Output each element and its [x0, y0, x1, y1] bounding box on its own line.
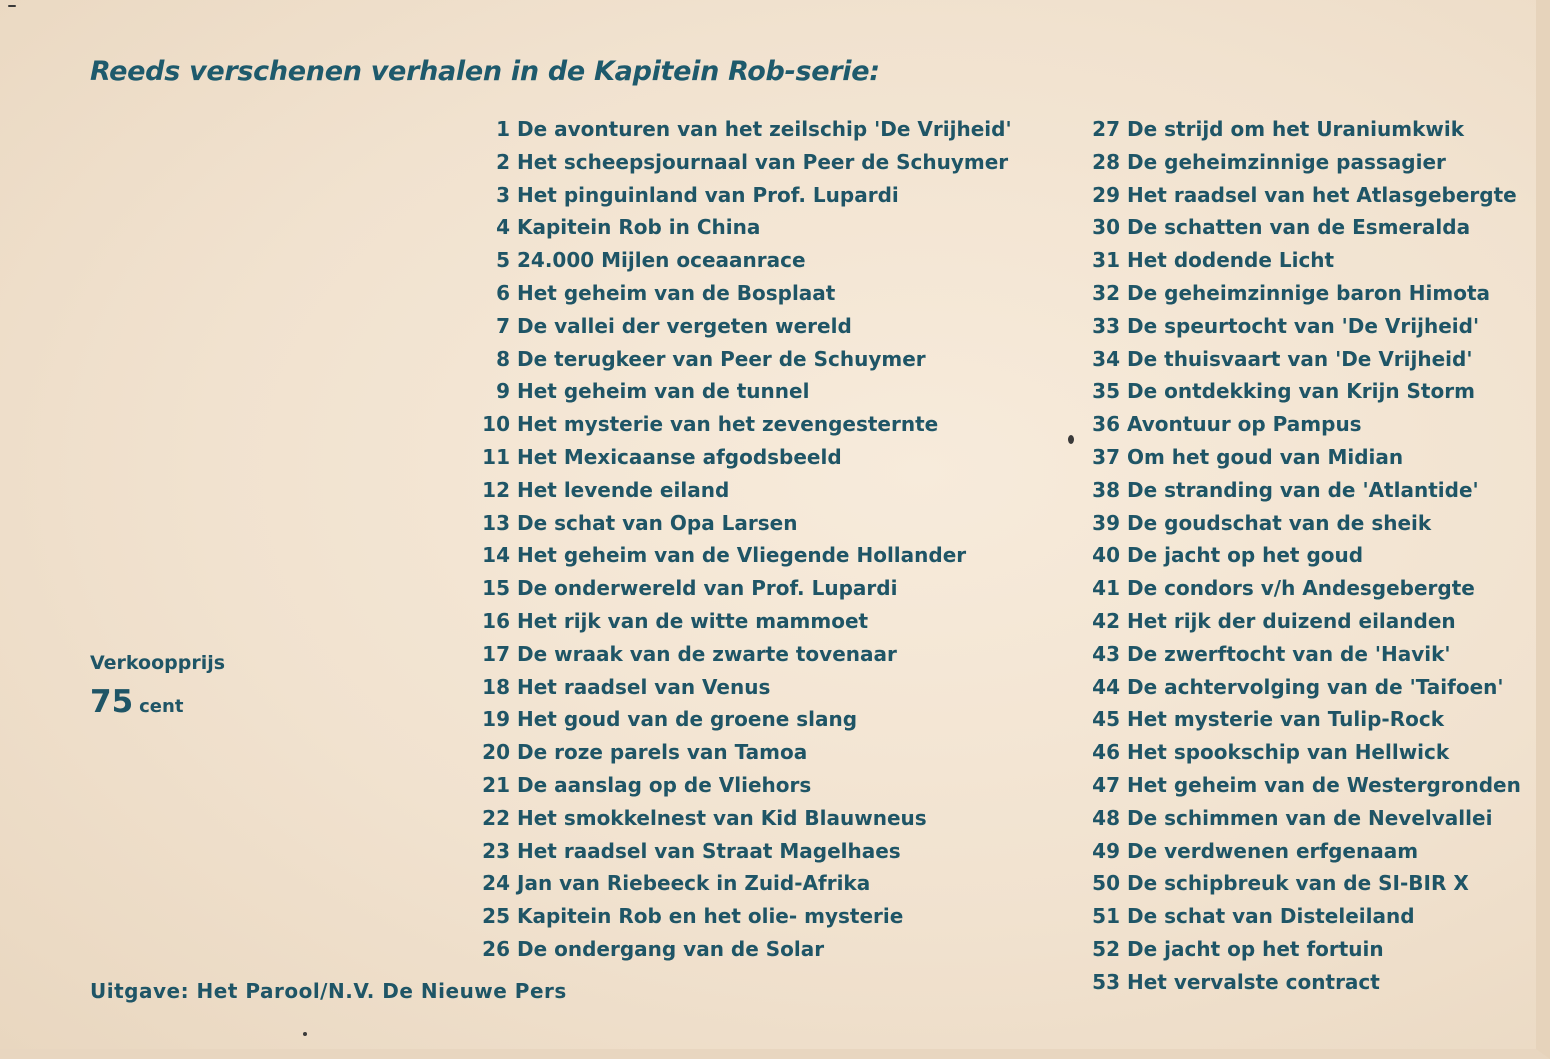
ink-speck — [8, 5, 16, 7]
list-item — [474, 507, 1012, 540]
item-title: De onderwereld van Prof. Lupardi — [517, 576, 898, 601]
title-list-right — [1084, 113, 1521, 999]
item-number: 3 — [496, 182, 510, 207]
item-number: 41 — [1092, 576, 1120, 601]
item-title: Het raadsel van Venus — [517, 674, 771, 699]
item-title: De strijd om het Uraniumkwik — [1127, 117, 1465, 141]
list-item — [474, 343, 1012, 376]
list-item — [1084, 310, 1521, 343]
item-number: 33 — [1092, 313, 1120, 338]
item-title: Het rijk van de witte mammoet — [517, 608, 869, 633]
list-item — [474, 605, 1012, 638]
item-number: 49 — [1092, 838, 1120, 863]
item-number: 52 — [1092, 936, 1120, 961]
list-item — [474, 539, 1012, 572]
item-title: Om het goud van Midian — [1127, 444, 1404, 469]
item-title: Kapitein Rob in China — [517, 215, 761, 240]
list-item — [474, 474, 1012, 507]
list-item — [1084, 179, 1521, 212]
item-number: 51 — [1092, 904, 1120, 929]
item-number: 23 — [482, 838, 510, 863]
publisher-line: Uitgave: Het Parool/N.V. De Nieuwe Pers — [90, 979, 567, 1003]
ink-speck — [303, 1032, 307, 1036]
item-title: De wraak van de zwarte tovenaar — [517, 641, 897, 666]
list-item — [474, 671, 1012, 704]
item-title: Het levende eiland — [517, 477, 730, 502]
item-title: De schipbreuk van de SI-BIR X — [1127, 871, 1469, 896]
list-item — [474, 867, 1012, 900]
item-number: 26 — [482, 936, 510, 961]
list-item — [1084, 769, 1521, 802]
item-title: Het geheim van de tunnel — [517, 379, 810, 404]
item-number: 40 — [1092, 543, 1120, 568]
list-item — [1084, 507, 1521, 540]
item-title: De stranding van de 'Atlantide' — [1127, 477, 1479, 502]
item-title: Het rijk der duizend eilanden — [1127, 608, 1456, 633]
item-title: De schimmen van de Nevelvallei — [1127, 805, 1493, 830]
item-title: Het mysterie van Tulip-Rock — [1127, 707, 1445, 732]
list-item — [1084, 146, 1521, 179]
list-item — [1084, 933, 1521, 966]
item-title: De speurtocht van 'De Vrijheid' — [1127, 313, 1480, 338]
list-item — [1084, 638, 1521, 671]
item-number: 10 — [482, 412, 510, 437]
ink-speck — [1068, 435, 1074, 444]
list-item — [474, 408, 1012, 441]
item-title: Het goud van de groene slang — [517, 707, 858, 732]
item-title: De thuisvaart van 'De Vrijheid' — [1127, 346, 1473, 371]
item-title: De ontdekking van Krijn Storm — [1127, 379, 1475, 404]
item-number: 4 — [496, 215, 510, 240]
list-item — [1084, 441, 1521, 474]
list-item — [1084, 244, 1521, 277]
item-title: De schat van Disteleiland — [1127, 904, 1415, 929]
price — [90, 684, 183, 720]
list-item — [1084, 408, 1521, 441]
item-title: De roze parels van Tamoa — [517, 740, 808, 765]
item-number: 20 — [482, 740, 510, 765]
item-number: 1 — [496, 117, 510, 141]
item-title: De vallei der vergeten wereld — [517, 313, 852, 338]
list-item — [474, 113, 1012, 146]
item-title: De condors v/h Andesgebergte — [1127, 576, 1475, 601]
item-title: Het geheim van de Vliegende Hollander — [517, 543, 967, 568]
item-number: 36 — [1092, 412, 1120, 437]
list-item — [1084, 966, 1521, 999]
list-item — [1084, 474, 1521, 507]
item-title: De goudschat van de sheik — [1127, 510, 1432, 535]
list-item — [474, 146, 1012, 179]
item-title: De achtervolging van de 'Taifoen' — [1127, 674, 1504, 699]
list-item — [1084, 802, 1521, 835]
item-number: 5 — [496, 248, 510, 273]
item-title: De avonturen van het zeilschip 'De Vrijheid' — [517, 117, 1012, 141]
list-item — [1084, 605, 1521, 638]
item-title: De verdwenen erfgenaam — [1127, 838, 1419, 863]
item-number: 9 — [496, 379, 510, 404]
item-number: 14 — [482, 543, 510, 568]
item-number: 18 — [482, 674, 510, 699]
item-title: Het raadsel van Straat Magelhaes — [517, 838, 901, 863]
item-number: 24 — [482, 871, 510, 896]
item-number: 47 — [1092, 772, 1120, 797]
list-item — [1084, 835, 1521, 868]
list-item — [1084, 703, 1521, 736]
list-item — [474, 769, 1012, 802]
price-label: Verkoopprijs — [90, 652, 226, 674]
item-title: De aanslag op de Vliehors — [517, 772, 812, 797]
list-item — [474, 179, 1012, 212]
list-item — [1084, 671, 1521, 704]
item-number: 31 — [1092, 248, 1120, 273]
item-title: Het Mexicaanse afgodsbeeld — [517, 444, 842, 469]
list-item — [474, 441, 1012, 474]
list-item — [1084, 113, 1521, 146]
item-title: Het smokkelnest van Kid Blauwneus — [517, 805, 927, 830]
list-item — [474, 310, 1012, 343]
item-number: 27 — [1092, 117, 1120, 141]
item-title: De geheimzinnige baron Himota — [1127, 280, 1491, 305]
item-title: Kapitein Rob en het olie- mysterie — [517, 904, 904, 929]
list-item — [1084, 343, 1521, 376]
item-title: Het geheim van de Westergronden — [1127, 772, 1521, 797]
list-item — [474, 900, 1012, 933]
item-title: 24.000 Mijlen oceaanrace — [517, 248, 806, 273]
item-number: 21 — [482, 772, 510, 797]
list-item — [1084, 736, 1521, 769]
item-title: Het mysterie van het zevengesternte — [517, 412, 939, 437]
list-item — [474, 835, 1012, 868]
item-title: Het raadsel van het Atlasgebergte — [1127, 182, 1517, 207]
item-number: 30 — [1092, 215, 1120, 240]
item-title: De jacht op het fortuin — [1127, 936, 1384, 961]
item-title: Het geheim van de Bosplaat — [517, 280, 836, 305]
item-number: 7 — [496, 313, 510, 338]
item-title: Het vervalste contract — [1127, 969, 1380, 994]
item-number: 22 — [482, 805, 510, 830]
series-heading: Reeds verschenen verhalen in de Kapitein Rob-serie: — [90, 56, 880, 87]
item-number: 46 — [1092, 740, 1120, 765]
title-list-left — [474, 113, 1012, 966]
item-number: 13 — [482, 510, 510, 535]
item-number: 32 — [1092, 280, 1120, 305]
list-item — [474, 703, 1012, 736]
item-title: De jacht op het goud — [1127, 543, 1364, 568]
item-number: 35 — [1092, 379, 1120, 404]
list-item — [474, 638, 1012, 671]
item-number: 45 — [1092, 707, 1120, 732]
price-value: 75 — [90, 684, 134, 720]
item-title: Het pinguinland van Prof. Lupardi — [517, 182, 899, 207]
item-number: 15 — [482, 576, 510, 601]
item-number: 12 — [482, 477, 510, 502]
item-title: Jan van Riebeeck in Zuid-Afrika — [517, 871, 871, 896]
item-number: 43 — [1092, 641, 1120, 666]
item-number: 44 — [1092, 674, 1120, 699]
item-title: De schat van Opa Larsen — [517, 510, 798, 535]
list-item — [474, 375, 1012, 408]
item-number: 37 — [1092, 444, 1120, 469]
list-item — [474, 277, 1012, 310]
item-number: 11 — [482, 444, 510, 469]
item-number: 17 — [482, 641, 510, 666]
list-item — [1084, 375, 1521, 408]
item-number: 50 — [1092, 871, 1120, 896]
item-title: De terugkeer van Peer de Schuymer — [517, 346, 926, 371]
item-number: 25 — [482, 904, 510, 929]
item-number: 34 — [1092, 346, 1120, 371]
item-number: 29 — [1092, 182, 1120, 207]
item-number: 16 — [482, 608, 510, 633]
item-number: 42 — [1092, 608, 1120, 633]
item-title: Het dodende Licht — [1127, 248, 1335, 273]
item-title: De ondergang van de Solar — [517, 936, 825, 961]
list-item — [1084, 277, 1521, 310]
item-title: Het scheepsjournaal van Peer de Schuymer — [517, 149, 1009, 174]
item-title: Het spookschip van Hellwick — [1127, 740, 1450, 765]
list-item — [1084, 211, 1521, 244]
list-item — [474, 572, 1012, 605]
item-number: 19 — [482, 707, 510, 732]
list-item — [1084, 572, 1521, 605]
list-item — [474, 933, 1012, 966]
list-item — [474, 802, 1012, 835]
item-title: De schatten van de Esmeralda — [1127, 215, 1471, 240]
item-title: Avontuur op Pampus — [1127, 412, 1362, 437]
list-item — [474, 736, 1012, 769]
item-number: 53 — [1092, 969, 1120, 994]
item-number: 8 — [496, 346, 510, 371]
list-item — [474, 211, 1012, 244]
item-number: 38 — [1092, 477, 1120, 502]
list-item — [1084, 867, 1521, 900]
item-number: 28 — [1092, 149, 1120, 174]
item-number: 6 — [496, 280, 510, 305]
item-number: 48 — [1092, 805, 1120, 830]
item-title: De zwerftocht van de 'Havik' — [1127, 641, 1451, 666]
item-number: 2 — [496, 149, 510, 174]
price-unit: cent — [139, 696, 184, 717]
list-item — [1084, 539, 1521, 572]
list-item — [474, 244, 1012, 277]
item-number: 39 — [1092, 510, 1120, 535]
item-title: De geheimzinnige passagier — [1127, 149, 1446, 174]
list-item — [1084, 900, 1521, 933]
